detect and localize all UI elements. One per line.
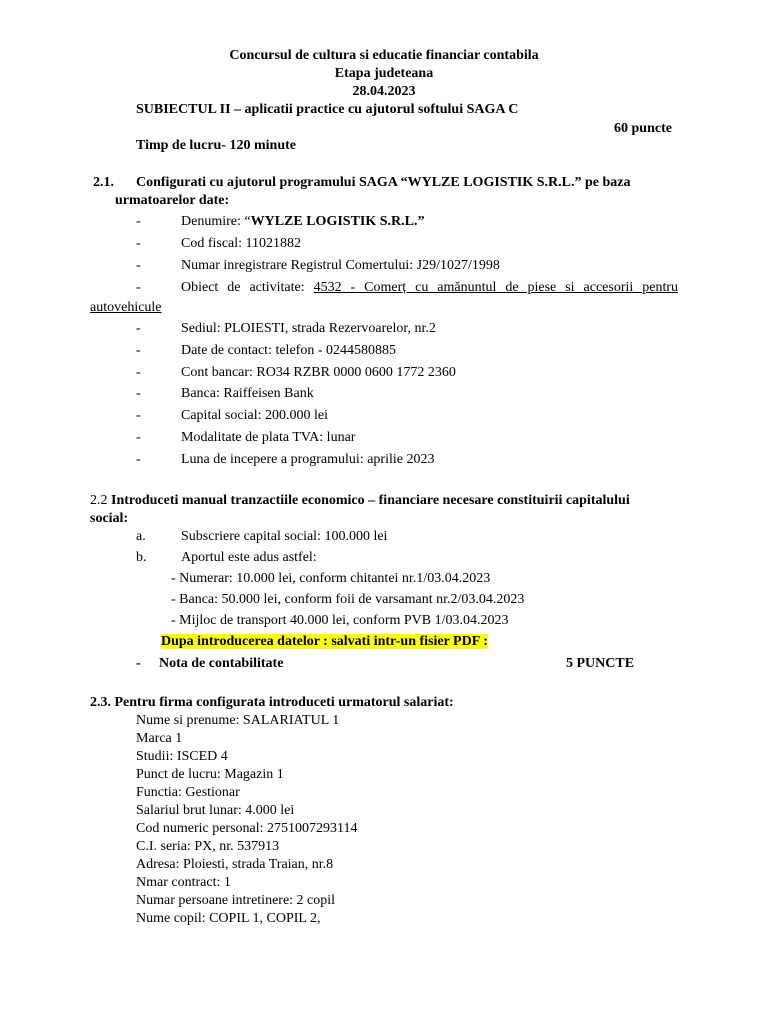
contest-title: Concursul de cultura si educatie financiar contabila bbox=[229, 48, 539, 63]
item-label: Capital social: 200.000 lei bbox=[181, 408, 328, 423]
item-label: Luna de incepere a programului: aprilie 2023 bbox=[181, 452, 435, 467]
bullet-dash: - bbox=[136, 343, 141, 358]
employee-field: Salariul brut lunar: 4.000 lei bbox=[136, 803, 295, 818]
employee-field: Cod numeric personal: 2751007293114 bbox=[136, 821, 358, 836]
item-label: Banca: Raiffeisen Bank bbox=[181, 386, 314, 401]
employee-field: Adresa: Ploiesti, strada Traian, nr.8 bbox=[136, 857, 334, 872]
employee-field: Functia: Gestionar bbox=[136, 785, 240, 800]
stage-title: Etapa judeteana bbox=[334, 66, 434, 81]
item-text bbox=[181, 213, 424, 231]
section-number: 2.1. bbox=[93, 175, 114, 190]
bullet-dash: - bbox=[136, 236, 141, 251]
employee-field: Nume si prenume: SALARIATUL 1 bbox=[136, 713, 340, 728]
employee-field: C.I. seria: PX, nr. 537913 bbox=[136, 839, 280, 854]
bullet-dash: - bbox=[136, 365, 141, 380]
item-mark: b. bbox=[136, 550, 147, 565]
section-title-cont: urmatoarelor date: bbox=[115, 193, 230, 208]
section-title: 2.3. Pentru firma configurata introduceti urmatorul salariat: bbox=[90, 695, 454, 710]
employee-field: Nmar contract: 1 bbox=[136, 875, 231, 890]
employee-field: Numar persoane intretinere: 2 copil bbox=[136, 893, 336, 908]
company-name: WYLZE LOGISTIK S.R.L.” bbox=[250, 214, 425, 229]
item-label: Sediul: PLOIESTI, strada Rezervoarelor, nr.2 bbox=[181, 321, 436, 336]
section-title: Configurati cu ajutorul programului SAGA “WYLZE LOGISTIK S.R.L.” pe baza bbox=[136, 175, 631, 190]
item-label: Numar inregistrare Registrul Comertului: J29/1027/1998 bbox=[181, 258, 500, 273]
section-heading bbox=[90, 492, 678, 510]
contribution-line: - Banca: 50.000 lei, conform foii de varsamant nr.2/03.04.2023 bbox=[171, 592, 525, 607]
bullet-dash: - bbox=[136, 386, 141, 401]
item-label: Denumire: “ bbox=[181, 214, 251, 229]
employee-field: Punct de lucru: Magazin 1 bbox=[136, 767, 284, 782]
note-points: 5 PUNCTE bbox=[566, 656, 635, 671]
item-label: Modalitate de plata TVA: lunar bbox=[181, 430, 356, 445]
item-label: Cont bancar: RO34 RZBR 0000 0600 1772 2360 bbox=[181, 365, 456, 380]
item-mark: a. bbox=[136, 529, 146, 544]
employee-field: Nume copil: COPIL 1, COPIL 2, bbox=[136, 911, 321, 926]
activity-code: 4532 - Comerț cu amănuntul de piese si accesorii pentru bbox=[313, 280, 678, 295]
item-text: Aportul este adus astfel: bbox=[181, 550, 317, 565]
section-title-cont: social: bbox=[90, 511, 129, 526]
item-text: Subscriere capital social: 100.000 lei bbox=[181, 529, 388, 544]
highlight-instruction bbox=[161, 633, 488, 651]
bullet-dash: - bbox=[136, 258, 141, 273]
bullet-dash: - bbox=[136, 214, 141, 229]
item-label: Date de contact: telefon - 0244580885 bbox=[181, 343, 396, 358]
subject-title: SUBIECTUL II – aplicatii practice cu ajutorul softului SAGA C bbox=[136, 102, 519, 117]
section-title: Introduceti manual tranzactiile economico – financiare necesare constituirii capitalului bbox=[111, 493, 630, 508]
item-label: Obiect de activitate: bbox=[181, 280, 314, 295]
bullet-dash: - bbox=[136, 452, 141, 467]
exam-date: 28.04.2023 bbox=[352, 84, 416, 99]
contribution-line: - Mijloc de transport 40.000 lei, conform PVB 1/03.04.2023 bbox=[171, 613, 509, 628]
bullet-dash: - bbox=[136, 656, 141, 671]
item-label: Cod fiscal: 11021882 bbox=[181, 236, 302, 251]
note-label: Nota de contabilitate bbox=[159, 656, 284, 671]
bullet-dash: - bbox=[136, 430, 141, 445]
employee-field: Studii: ISCED 4 bbox=[136, 749, 228, 764]
highlight-text: Dupa introducerea datelor : salvati intr-un fisier PDF : bbox=[161, 634, 488, 649]
bullet-dash: - bbox=[136, 280, 141, 295]
bullet-dash: - bbox=[136, 321, 141, 336]
bullet-dash: - bbox=[136, 408, 141, 423]
employee-field: Marca 1 bbox=[136, 731, 183, 746]
activity-code-cont: autovehicule bbox=[90, 300, 162, 315]
subject-points: 60 puncte bbox=[614, 121, 672, 136]
contribution-line: - Numerar: 10.000 lei, conform chitantei nr.1/03.04.2023 bbox=[171, 571, 491, 586]
item-text bbox=[181, 279, 678, 297]
section-number: 2.2 bbox=[90, 493, 108, 508]
work-time: Timp de lucru- 120 minute bbox=[136, 138, 296, 153]
